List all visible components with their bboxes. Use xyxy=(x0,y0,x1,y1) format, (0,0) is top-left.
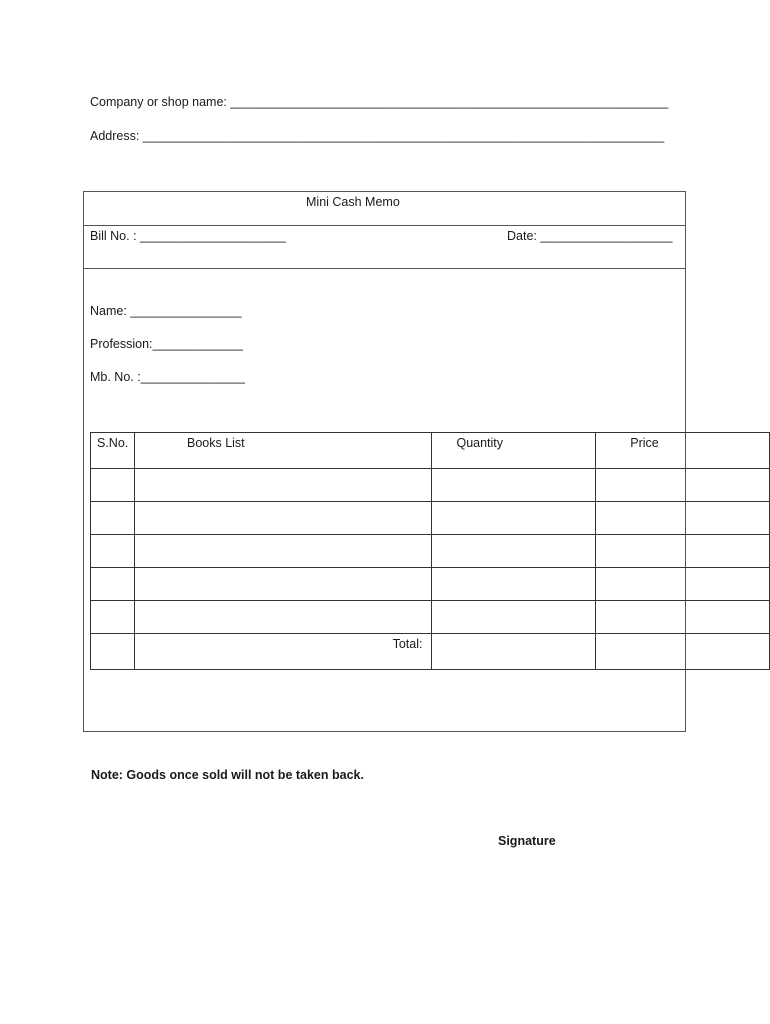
signature-label: Signature xyxy=(498,834,556,848)
address-line: Address: ___________________________________________________________________________ xyxy=(90,129,665,143)
memo-title: Mini Cash Memo xyxy=(306,195,400,209)
cell-book[interactable] xyxy=(134,469,431,502)
header-quantity: Quantity xyxy=(432,433,596,469)
cell-price[interactable] xyxy=(596,502,770,535)
return-policy-note: Note: Goods once sold will not be taken back. xyxy=(91,768,364,782)
cell-quantity[interactable] xyxy=(432,535,596,568)
total-price-cell[interactable] xyxy=(596,634,770,670)
profession-field: Profession:_____________ xyxy=(90,337,243,351)
table-row xyxy=(91,535,770,568)
header-sno: S.No. xyxy=(91,433,135,469)
header-books-list: Books List xyxy=(134,433,431,469)
cell-quantity[interactable] xyxy=(432,469,596,502)
cell-price[interactable] xyxy=(596,601,770,634)
cell-quantity[interactable] xyxy=(432,502,596,535)
cell-sno[interactable] xyxy=(91,568,135,601)
cell-sno[interactable] xyxy=(91,502,135,535)
cell-price[interactable] xyxy=(596,568,770,601)
table-row xyxy=(91,568,770,601)
table-row xyxy=(91,601,770,634)
cell-sno[interactable] xyxy=(91,469,135,502)
total-label: Total: xyxy=(134,634,431,670)
cell-price[interactable] xyxy=(596,535,770,568)
cell-book[interactable] xyxy=(134,535,431,568)
company-name-line: Company or shop name: _______________________________________________________________ xyxy=(90,95,669,109)
books-table xyxy=(90,432,770,670)
total-quantity-cell[interactable] xyxy=(432,634,596,670)
customer-name-field: Name: ________________ xyxy=(90,304,242,318)
cell-quantity[interactable] xyxy=(432,568,596,601)
cell-book[interactable] xyxy=(134,568,431,601)
memo-title-divider xyxy=(84,225,685,226)
cell-book[interactable] xyxy=(134,502,431,535)
table-row xyxy=(91,469,770,502)
cell-sno xyxy=(91,634,135,670)
table-row xyxy=(91,502,770,535)
cell-price[interactable] xyxy=(596,469,770,502)
cell-quantity[interactable] xyxy=(432,601,596,634)
mobile-number-field: Mb. No. :_______________ xyxy=(90,370,245,384)
table-total-row xyxy=(91,634,770,670)
date-field: Date: ___________________ xyxy=(507,229,673,243)
table-header-row xyxy=(91,433,770,469)
cell-sno[interactable] xyxy=(91,601,135,634)
cell-sno[interactable] xyxy=(91,535,135,568)
memo-header-divider xyxy=(84,268,685,269)
cell-book[interactable] xyxy=(134,601,431,634)
bill-number-field: Bill No. : _____________________ xyxy=(90,229,287,243)
header-price: Price xyxy=(596,433,770,469)
